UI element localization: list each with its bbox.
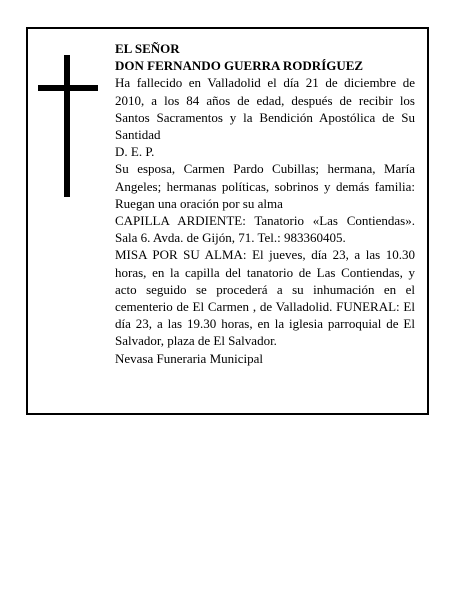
family-text: Su esposa, Carmen Pardo Cubillas; hermana, María Angeles; hermanas políticas, sobrinos y demás familia: Ruegan una oración por su alma [115,161,415,211]
deceased-name: DON FERNANDO GUERRA RODRÍGUEZ [115,58,364,74]
rip-text: D. E. P. [115,144,155,160]
obituary-text [115,40,415,367]
cross-horizontal-bar [38,85,98,91]
cross-vertical-bar [64,55,70,197]
obituary-heading: EL SEÑOR [115,41,180,56]
death-announcement: Ha fallecido en Valladolid el día 21 de diciembre de 2010, a los 84 años de edad, después de recibir los Santos Sacramentos y la Bendición Apostólica de Su Santidad [115,75,415,143]
funeral-home-text: Nevasa Funeraria Municipal [115,350,264,366]
mass-funeral-text: MISA POR SU ALMA: El jueves, día 23, a las 10.30 horas, en la capilla del tanatorio de Las Contiendas, y acto seguido se procederá a su inhumación en el cementerio de El Carmen , de Valladolid. FUNERAL: El día 23, a las 19.30 horas, en la iglesia parroquial de El Salvador, plaza de El Salvador. [115,247,415,349]
chapel-text: CAPILLA ARDIENTE: Tanatorio «Las Contiendas». Sala 6. Avda. de Gijón, 71. Tel.: 983360405. [115,213,415,246]
